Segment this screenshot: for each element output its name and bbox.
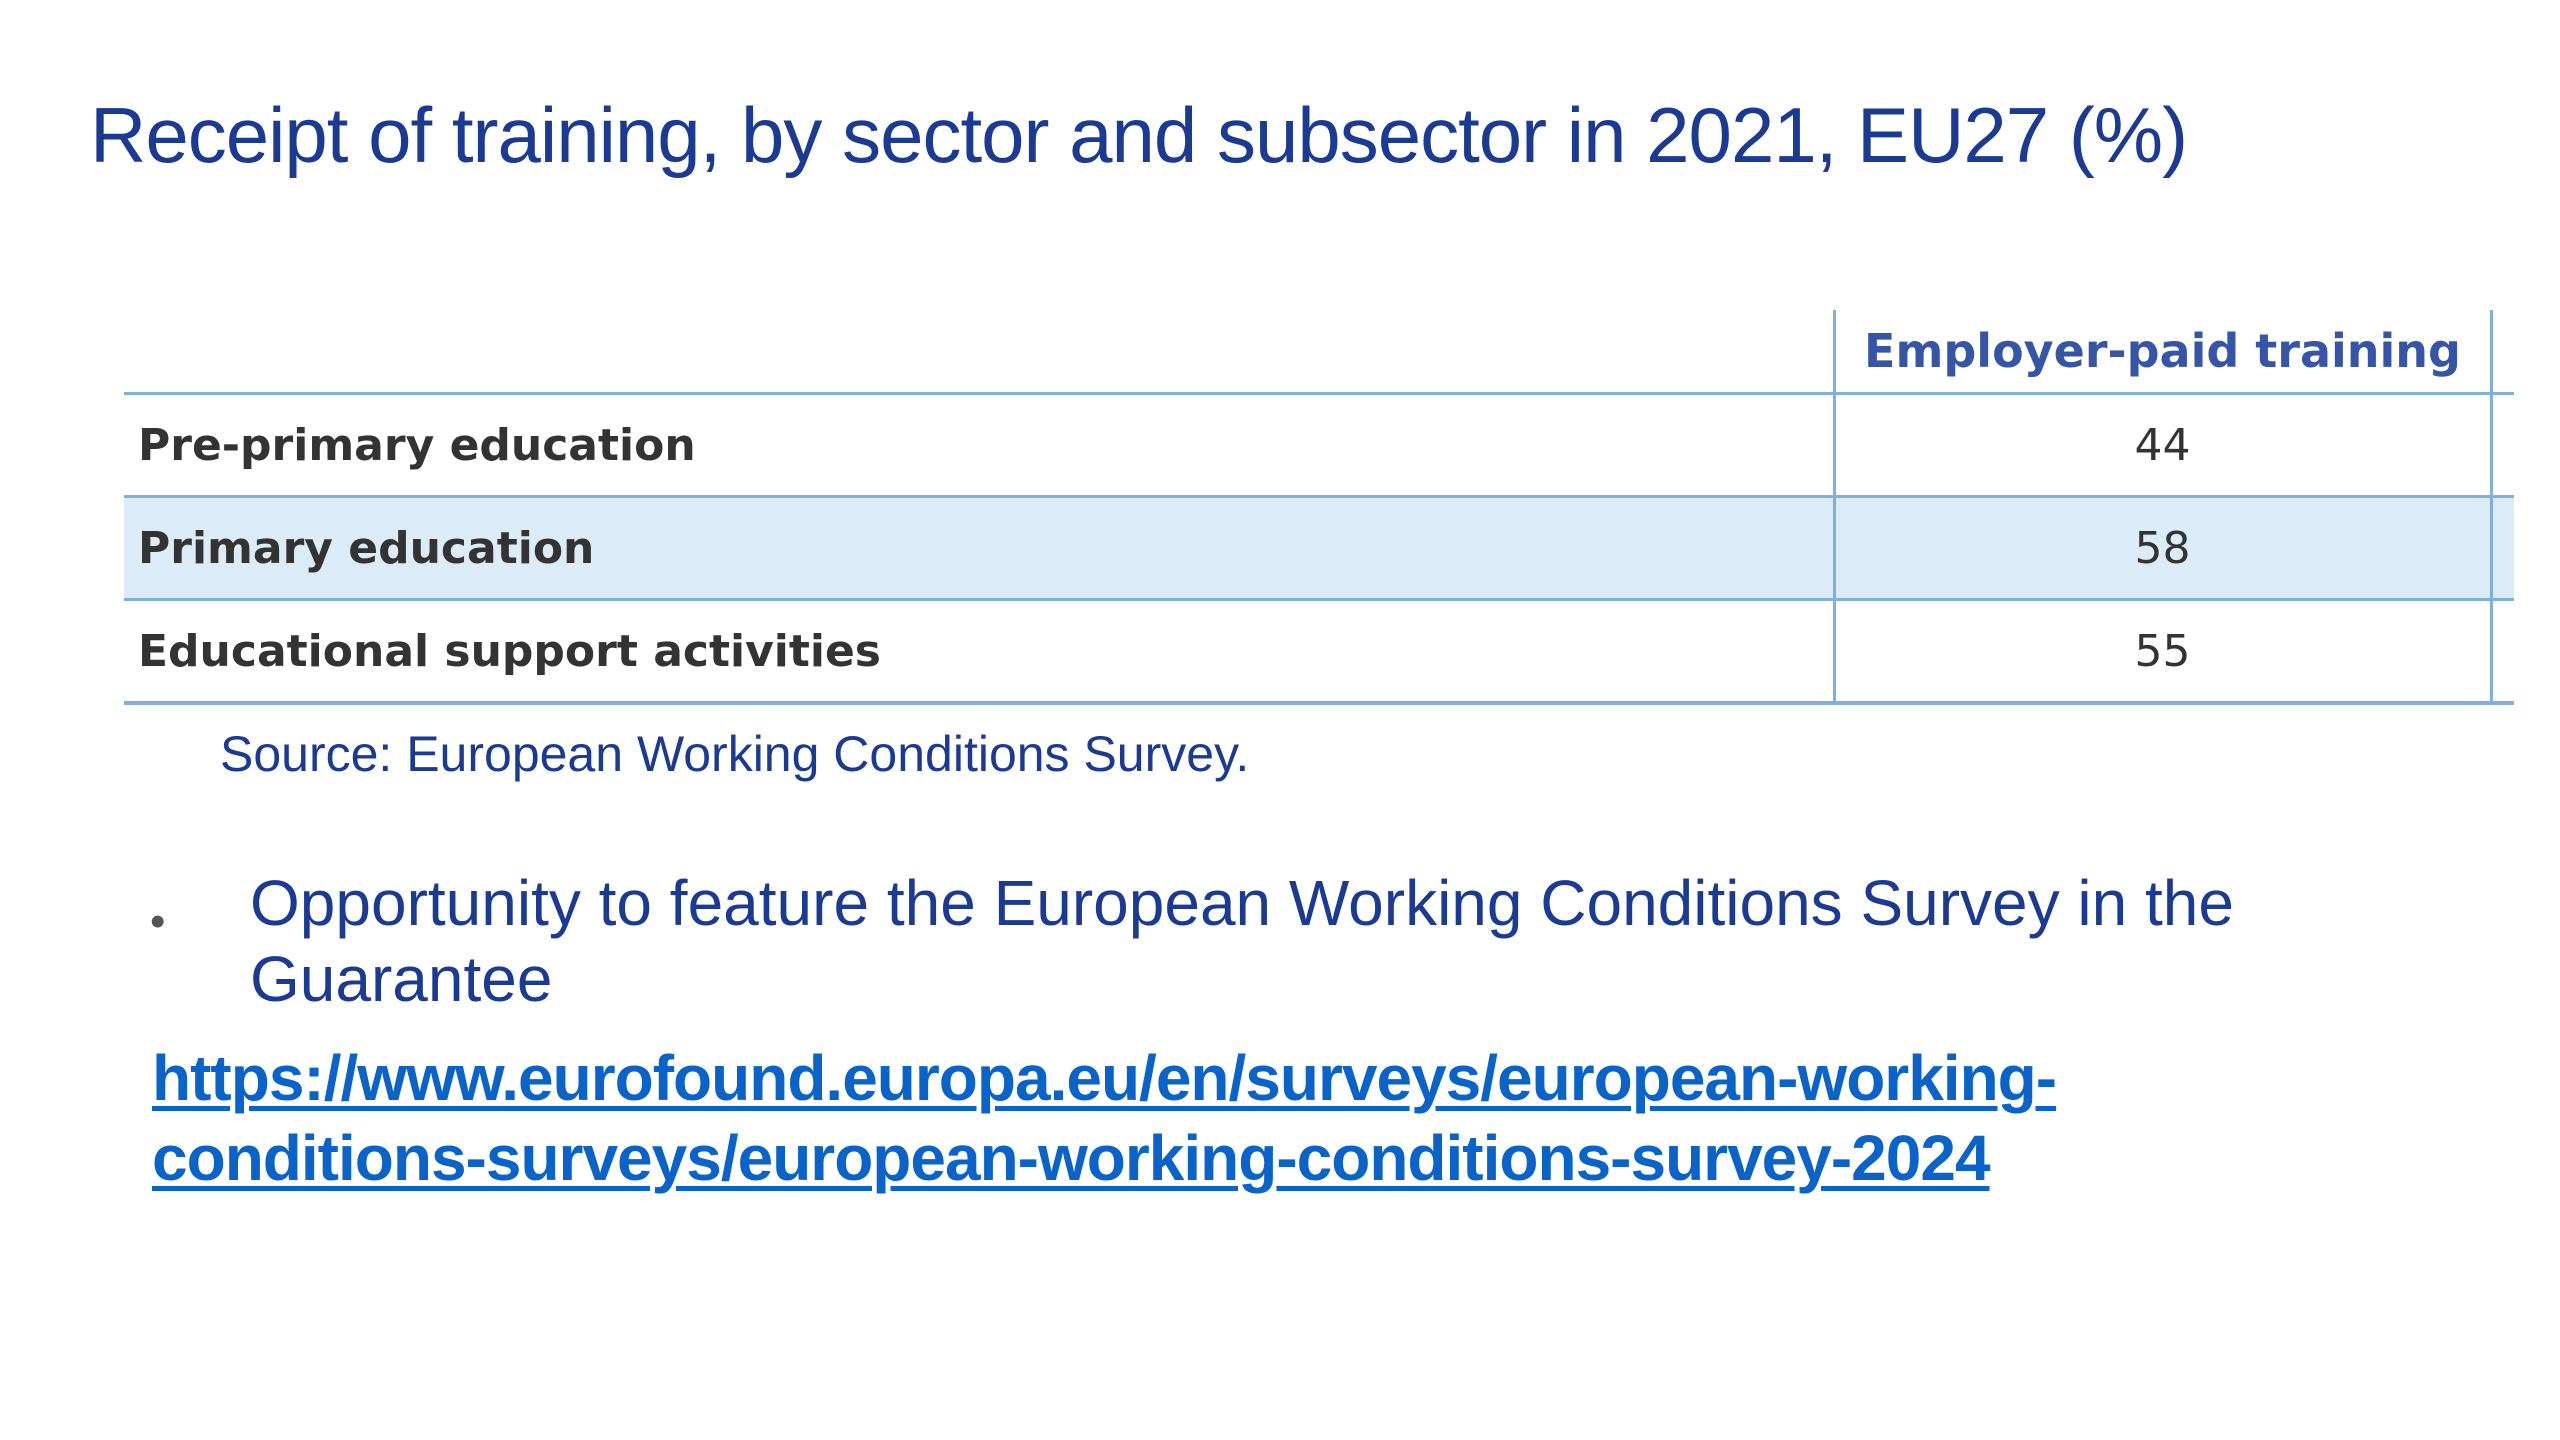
row-value: 55 (1834, 600, 2491, 704)
bullet-text: Opportunity to feature the European Working Conditions Survey in the Guarantee (250, 867, 2234, 1015)
link-line-2[interactable]: conditions-surveys/european-working-conditions-survey-2024 (152, 1122, 1990, 1194)
slide-title: Receipt of training, by sector and subsector in 2021, EU27 (%) (90, 91, 2188, 179)
table-row (124, 600, 2514, 704)
table-row (124, 497, 2514, 600)
training-table (124, 310, 2514, 705)
table-row (124, 394, 2514, 497)
table-header-edge (2491, 310, 2514, 394)
table-header-row (124, 310, 2514, 394)
table-source-note: Source: European Working Conditions Survey. (220, 726, 1250, 782)
link-line-1[interactable]: https://www.eurofound.europa.eu/en/surveys/european-working- (152, 1042, 2057, 1114)
row-value: 58 (1834, 497, 2491, 600)
row-label: Educational support activities (138, 625, 881, 677)
bullet-icon: • (150, 897, 166, 946)
eurofound-survey-link[interactable] (152, 1038, 2452, 1198)
row-edge (2491, 600, 2514, 704)
table-header-blank (124, 310, 1834, 394)
row-edge (2491, 497, 2514, 600)
row-label: Primary education (124, 497, 1834, 600)
row-label: Pre-primary education (138, 419, 696, 471)
row-edge (2491, 394, 2514, 497)
column-header-employer-paid: Employer-paid training (1834, 310, 2491, 394)
row-value: 44 (1834, 394, 2491, 497)
